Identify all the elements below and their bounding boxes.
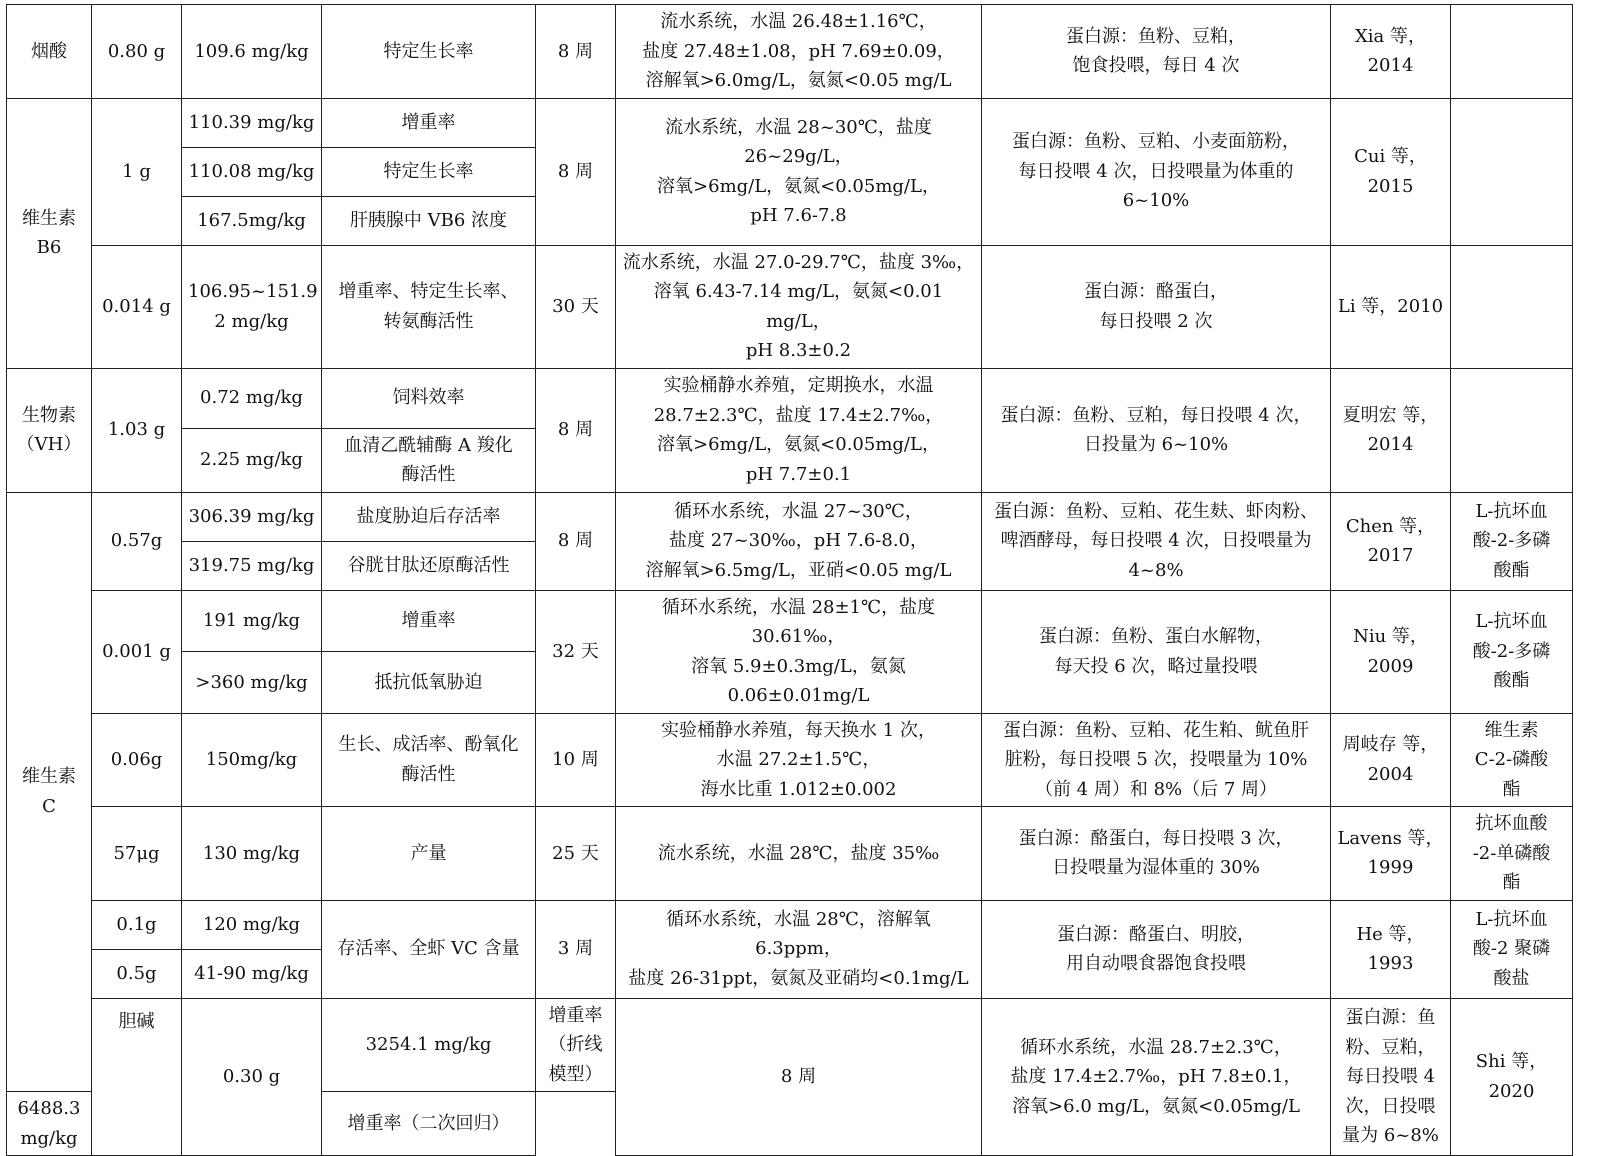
cell-line: 血清乙酰辅酶 A 羧化 (344, 434, 513, 456)
cell-line: 循环水系统，水温 28±1℃，盐度 30.61‰， (661, 596, 936, 647)
reference-cell (1331, 713, 1451, 807)
basal-cell: 0.014 g (92, 245, 182, 368)
cell-line: pH 8.3±0.2 (745, 340, 852, 361)
period-cell: 8 周 (616, 998, 982, 1156)
requirement-cell: 0.72 mg/kg (182, 368, 322, 428)
cell-line: 每日投喂 4 次，日投喂量为 6~8% (1342, 1066, 1439, 1146)
conditions-cell (616, 5, 982, 99)
cell-line: 2014 (1367, 55, 1414, 77)
feeding-cell (982, 98, 1331, 245)
requirement-cell: 3254.1 mg/kg (322, 998, 536, 1092)
feeding-cell (982, 5, 1331, 99)
cell-line: 每天投 6 次，略过量投喂 (1054, 655, 1258, 677)
cell-line: 循环水系统，水温 27~30℃， (674, 500, 923, 522)
requirement-cell: 319.75 mg/kg (182, 541, 322, 590)
cell-line: 酸酯 (1493, 670, 1530, 692)
cell-line: pH 7.7±0.1 (745, 463, 852, 485)
table-row (7, 368, 1573, 428)
conditions-cell (616, 713, 982, 807)
cell-line: 蛋白源：鱼粉、豆粕、小麦面筋粉， (1012, 131, 1300, 153)
conditions-cell (616, 245, 982, 368)
basal-cell: 0.1g (92, 900, 182, 949)
feeding-cell (982, 713, 1331, 807)
cell-line: 溶解氧>6.5mg/L，亚硝<0.05 mg/L (645, 559, 952, 581)
index-cell: 肝胰腺中 VB6 浓度 (322, 196, 536, 245)
cell-line: 盐度 26-31ppt，氨氮及亚硝均<0.1mg/L (628, 967, 969, 989)
cell-line: 溶解氧>6.0mg/L，氨氮<0.05 mg/L (645, 70, 952, 91)
period-cell: 32 天 (536, 590, 616, 713)
cell-line: 维生素 (1484, 719, 1539, 741)
cell-line: 生长、成活率、酚氧化 (338, 734, 519, 756)
reference-cell (1331, 368, 1451, 492)
cell-line: 实验桶静水养殖，每天换水 1 次， (661, 719, 936, 741)
cell-line: L-抗坏血 (1475, 500, 1548, 522)
reference-cell (1331, 807, 1451, 901)
feeding-cell (982, 245, 1331, 368)
requirement-cell: 6488.3 mg/kg (7, 1092, 92, 1156)
index-cell: 特定生长率 (322, 147, 536, 196)
note-cell (1451, 5, 1573, 99)
cell-line: 盐度 27~30‰，pH 7.6-8.0， (668, 530, 929, 552)
cell-line: C-2-磷酸 (1474, 749, 1549, 770)
cell-line: 28.7±2.3℃，盐度 17.4±2.7‰， (653, 404, 944, 426)
reference-cell (1331, 590, 1451, 713)
conditions-cell (616, 368, 982, 492)
requirement-cell: 167.5mg/kg (182, 196, 322, 245)
cell-line: 维生素 (22, 207, 76, 229)
cell-line: 蛋白源：鱼粉、蛋白水解物， (1039, 626, 1273, 647)
basal-cell: 0.5g (92, 949, 182, 998)
table-row (7, 900, 1573, 949)
nutrient-cell (7, 368, 92, 492)
cell-line: 酸盐 (1493, 967, 1530, 989)
feeding-cell (982, 590, 1331, 713)
cell-line: 维生素 (22, 766, 76, 788)
basal-cell: 0.57g (92, 492, 182, 590)
nutrient-cell (7, 98, 92, 368)
index-cell: 存活率、全虾 VC 含量 (322, 900, 536, 998)
feeding-cell (982, 900, 1331, 998)
basal-cell: 57μg (92, 807, 182, 901)
cell-line: 酸-2 聚磷 (1472, 938, 1551, 960)
cell-line: 酶活性 (401, 464, 456, 485)
nutrient-cell (7, 492, 92, 1092)
period-cell: 30 天 (536, 245, 616, 368)
feeding-cell (982, 368, 1331, 492)
cell-line: 1999 (1367, 857, 1414, 879)
cell-line: 106.95~151.9 (188, 281, 318, 302)
cell-line: 周岐存 等， (1342, 734, 1439, 756)
index-cell: 谷胱甘肽还原酶活性 (322, 541, 536, 590)
cell-line: 2017 (1367, 545, 1414, 566)
cell-line: 流水系统，水温 27.0-29.7℃，盐度 3‰， (622, 251, 975, 273)
basal-cell: 1.03 g (92, 368, 182, 492)
requirement-cell: 110.08 mg/kg (182, 147, 322, 196)
table-row (7, 807, 1573, 901)
cell-line: 溶氧>6.0 mg/L，氨氮<0.05mg/L (1012, 1095, 1300, 1117)
index-cell: 增重率（折线模型） (536, 998, 616, 1092)
cell-line: 蛋白源：鱼粉、豆粕， (1066, 25, 1246, 47)
cell-line: pH 7.6-7.8 (750, 205, 847, 226)
requirement-cell: 109.6 mg/kg (182, 5, 322, 99)
cell-line: 盐度 17.4±2.7‰，pH 7.8±0.1， (1010, 1066, 1302, 1087)
reference-cell (1331, 5, 1451, 99)
cell-line: 2 mg/kg (214, 310, 289, 332)
basal-cell: 0.001 g (92, 590, 182, 713)
cell-line: 蛋白源：鱼粉、豆粕， (1345, 1007, 1436, 1058)
conditions-cell (616, 900, 982, 998)
table-row (7, 492, 1573, 541)
requirement-cell: 120 mg/kg (182, 900, 322, 949)
table-row (7, 98, 1573, 147)
cell-line: 蛋白源：酪蛋白，每日投喂 3 次， (1018, 827, 1294, 849)
requirement-cell: 150mg/kg (182, 713, 322, 807)
cell-line: 转氨酶活性 (383, 310, 474, 332)
cell-line: Xia 等， (1354, 25, 1427, 47)
index-cell (322, 428, 536, 492)
cell-line: 实验桶静水养殖，定期换水，水温 (663, 375, 934, 396)
index-cell (322, 713, 536, 807)
cell-line: 酸-2-多磷 (1472, 530, 1551, 552)
cell-line: 流水系统，水温 26.48±1.16℃， (660, 11, 937, 32)
cell-line: Lavens 等， (1337, 827, 1444, 849)
cell-line: （前 4 周）和 8%（后 7 周） (1034, 778, 1278, 800)
cell-line: L-抗坏血 (1475, 611, 1548, 633)
index-cell: 增重率 (322, 590, 536, 652)
index-cell: 抵抗低氧胁迫 (322, 652, 536, 714)
index-cell: 特定生长率 (322, 5, 536, 99)
index-cell: 产量 (322, 807, 536, 901)
basal-cell: 1 g (92, 98, 182, 245)
index-cell: 增重率（二次回归） (322, 1092, 536, 1156)
reference-cell (1451, 998, 1573, 1156)
requirement-cell: 41-90 mg/kg (182, 949, 322, 998)
cell-line: 夏明宏 等， (1342, 404, 1439, 426)
basal-cell: 0.06g (92, 713, 182, 807)
cell-line: 溶氧>6mg/L，氨氮<0.05mg/L， (657, 175, 940, 197)
period-cell: 3 周 (536, 900, 616, 998)
cell-line: 每日投喂 4 次，日投喂量为体重的 (1018, 160, 1294, 182)
note-cell (1451, 492, 1573, 590)
index-cell (322, 245, 536, 368)
cell-line: L-抗坏血 (1475, 908, 1548, 930)
cell-line: 流水系统，水温 28~30℃，盐度 26~29g/L， (665, 116, 932, 167)
cell-line: 用自动喂食器饱食投喂 (1066, 953, 1246, 974)
period-cell: 8 周 (536, 492, 616, 590)
index-cell: 盐度胁迫后存活率 (322, 492, 536, 541)
cell-line: C (42, 795, 56, 817)
cell-line: 酯 (1502, 778, 1521, 800)
basal-cell: 0.80 g (92, 5, 182, 99)
nutrient-cell: 烟酸 (7, 5, 92, 99)
cell-line: 溶氧 5.9±0.3mg/L，氨氮 0.06±0.01mg/L (691, 655, 906, 706)
requirement-cell: 2.25 mg/kg (182, 428, 322, 492)
requirement-cell: 130 mg/kg (182, 807, 322, 901)
reference-cell (1331, 492, 1451, 590)
feeding-cell (982, 492, 1331, 590)
cell-line: 日投量为 6~10% (1083, 434, 1229, 455)
cell-line: 酶活性 (401, 763, 456, 785)
nutrient-cell: 胆碱 (92, 998, 182, 1156)
cell-line: 2020 (1488, 1080, 1535, 1102)
cell-line: 4~8% (1128, 559, 1184, 581)
cell-line: Chen 等， (1345, 515, 1436, 537)
cell-line: 啤酒酵母，每日投喂 4 次，日投喂量为 (1000, 530, 1312, 552)
basal-cell: 0.30 g (182, 998, 322, 1156)
cell-line: 水温 27.2±1.5℃， (716, 749, 881, 770)
cell-line: 蛋白源：鱼粉、豆粕、花生粕、鱿鱼肝 (1003, 719, 1309, 741)
index-cell: 饲料效率 (322, 368, 536, 428)
table-row (7, 5, 1573, 99)
table-row (7, 590, 1573, 652)
cell-line: 循环水系统，水温 28.7±2.3℃， (1020, 1036, 1292, 1058)
index-cell: 增重率 (322, 98, 536, 147)
cell-line: 脏粉，每日投喂 5 次，投喂量为 10% (1004, 749, 1308, 770)
period-cell: 10 周 (536, 713, 616, 807)
cell-line: 2014 (1367, 434, 1414, 455)
cell-line: 蛋白源：酪蛋白、明胶， (1057, 923, 1255, 945)
cell-line: 每日投喂 2 次 (1099, 310, 1213, 332)
cell-line: -2-单磷酸 (1472, 842, 1551, 864)
cell-line: 蛋白源：酪蛋白， (1084, 281, 1228, 302)
conditions-cell (982, 998, 1331, 1156)
conditions-cell (616, 590, 982, 713)
cell-line: 日投喂量为湿体重的 30% (1052, 857, 1260, 879)
nutrient-requirement-table (6, 4, 1573, 1156)
cell-line: 蛋白源：鱼粉、豆粕、花生麸、虾肉粉、 (994, 500, 1318, 522)
cell-line: Niu 等， (1353, 626, 1428, 647)
conditions-cell (616, 98, 982, 245)
table-row (7, 713, 1573, 807)
cell-line: 抗坏血酸 (1475, 813, 1548, 834)
requirement-cell: 191 mg/kg (182, 590, 322, 652)
cell-line: Cui 等， (1354, 146, 1427, 167)
note-cell (1451, 98, 1573, 245)
table-row (7, 245, 1573, 368)
cell-line: 循环水系统，水温 28℃，溶解氧 6.3ppm， (666, 908, 931, 960)
cell-line: 蛋白源：鱼粉、豆粕，每日投喂 4 次， (1000, 404, 1312, 426)
cell-line: 溶氧>6mg/L，氨氮<0.05mg/L， (657, 434, 940, 455)
cell-line: 6~10% (1122, 190, 1190, 212)
cell-line: 盐度 27.48±1.08，pH 7.69±0.09， (642, 40, 955, 62)
cell-line: （VH） (16, 434, 82, 455)
note-cell (1451, 368, 1573, 492)
requirement-cell: >360 mg/kg (182, 652, 322, 714)
period-cell: 8 周 (536, 5, 616, 99)
note-cell (1451, 900, 1573, 998)
conditions-cell: 流水系统，水温 28℃，盐度 35‰ (616, 807, 982, 901)
period-cell: 8 周 (536, 98, 616, 245)
cell-line: 酸-2-多磷 (1472, 640, 1551, 662)
reference-cell (1331, 98, 1451, 245)
cell-line: 2004 (1367, 763, 1414, 785)
feeding-cell (1331, 998, 1451, 1156)
requirement-cell: 110.39 mg/kg (182, 98, 322, 147)
note-cell (1451, 245, 1573, 368)
cell-line: 溶氧 6.43-7.14 mg/L，氨氮<0.01 mg/L， (653, 281, 944, 332)
cell-line: 海水比重 1.012±0.002 (700, 778, 897, 800)
note-cell (1451, 713, 1573, 807)
requirement-cell (182, 245, 322, 368)
requirement-cell: 306.39 mg/kg (182, 492, 322, 541)
cell-line: B6 (36, 237, 62, 258)
cell-line: 2009 (1367, 655, 1414, 677)
cell-line: 增重率、特定生长率、 (338, 281, 519, 302)
feeding-cell (982, 807, 1331, 901)
cell-line: 生物素 (22, 404, 76, 426)
reference-cell: Li 等，2010 (1331, 245, 1451, 368)
cell-line: 酯 (1502, 872, 1521, 893)
reference-cell: He 等，1993 (1331, 900, 1451, 998)
cell-line: 酸酯 (1493, 559, 1530, 581)
conditions-cell (616, 492, 982, 590)
cell-line: 2015 (1367, 175, 1414, 197)
cell-line: 饱食投喂，每日 4 次 (1072, 55, 1240, 77)
note-cell (1451, 590, 1573, 713)
table-row (7, 998, 1573, 1092)
period-cell: 8 周 (536, 368, 616, 492)
cell-line: Shi 等， (1475, 1051, 1548, 1073)
note-cell (1451, 807, 1573, 901)
period-cell: 25 天 (536, 807, 616, 901)
